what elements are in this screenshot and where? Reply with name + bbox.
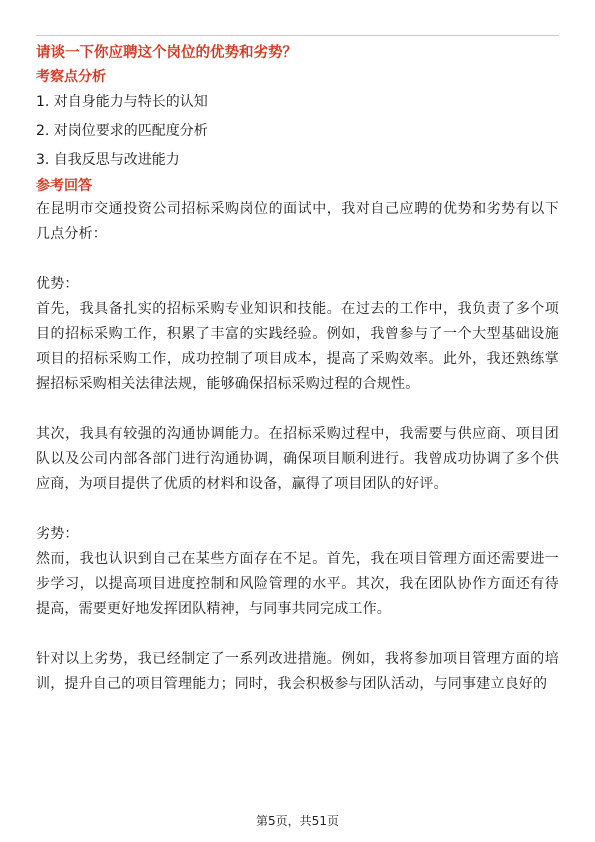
analysis-title: 考察点分析 [36, 69, 106, 85]
analysis-point: 2. 对岗位要求的匹配度分析 [36, 123, 208, 139]
spacer [36, 397, 559, 422]
strength-paragraph: 首先，我具备扎实的招标采购专业知识和技能。在过去的工作中，我负责了多个项目的招标采购工作，积累了丰富的实践经验。例如，我曾参与了一个大型基础设施项目的招标采购工作，成功控制了项目成本，提高了采购效率。此外，我还熟练掌握招标采购相关法律法规，能够确保招标采购过程的合规性。 [36, 301, 559, 392]
weaknesses-heading: 劣势： [36, 526, 79, 542]
weakness-paragraph: 然而，我也认识到自己在某些方面存在不足。首先，我在项目管理方面还需要进一步学习，以提高项目进度控制和风险管理的水平。其次，我在团队协作方面还有待提高，需要更好地发挥团队精神，与同事共同完成工作。 [36, 551, 559, 617]
strength-paragraph: 其次，我具有较强的沟通协调能力。在招标采购过程中，我需要与供应商、项目团队以及公司内部各部门进行沟通协调，确保项目顺利进行。我曾成功协调了多个供应商，为项目提供了优质的材料和设备，赢得了项目团队的好评。 [36, 426, 559, 492]
document-body [36, 40, 559, 697]
spacer [36, 247, 559, 272]
spacer [36, 497, 559, 522]
answer-intro: 在昆明市交通投资公司招标采购岗位的面试中，我对自己应聘的优势和劣势有以下几点分析： [36, 201, 559, 242]
analysis-point: 3. 自我反思与改进能力 [36, 152, 180, 168]
header-rule [36, 35, 559, 36]
spacer [36, 622, 559, 647]
answer-title: 参考回答 [36, 178, 92, 194]
analysis-point: 1. 对自身能力与特长的认知 [36, 94, 208, 110]
strengths-heading: 优势： [36, 276, 79, 292]
improvement-paragraph: 针对以上劣势，我已经制定了一系列改进措施。例如，我将参加项目管理方面的培训，提升自己的项目管理能力；同时，我会积极参与团队活动，与同事建立良好的 [36, 651, 559, 692]
question-heading: 请谈一下你应聘这个岗位的优势和劣势？ [36, 45, 297, 61]
page-footer: 第5页，共51页 [256, 814, 339, 828]
